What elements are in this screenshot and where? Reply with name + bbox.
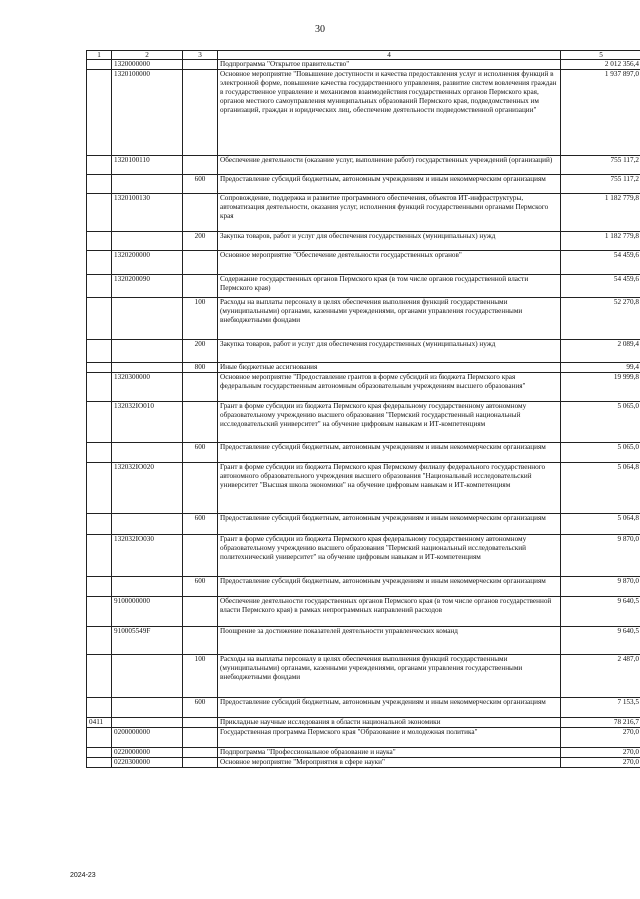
row-amount: 54 459,6 (561, 275, 640, 298)
row-amount: 270,0 (561, 748, 640, 758)
row-amount: 9 640,5 (561, 627, 640, 655)
row-target-code (112, 175, 183, 194)
row-amount: 2 487,0 (561, 655, 640, 698)
header-col-5: 5 (561, 51, 640, 60)
row-target-code (112, 443, 183, 463)
row-amount: 755 117,2 (561, 156, 640, 175)
row-section-code (87, 655, 112, 698)
row-name: Прикладные научные исследования в области национальной экономики (218, 718, 561, 728)
row-target-code: 0220300000 (112, 758, 183, 768)
row-target-code (112, 514, 183, 535)
table-row (87, 363, 640, 373)
row-target-code: 1320200000 (112, 251, 183, 275)
row-name: Подпрограмма "Профессиональное образование и наука" (218, 748, 561, 758)
table-row (87, 535, 640, 577)
row-amount: 78 216,7 (561, 718, 640, 728)
row-name: Грант в форме субсидии из бюджета Пермского края федеральному государственному автономному образовательному учреждению высшего образования "Пермский национальный исследовательский политехнический университет" на обучение цифровым навыкам и ИТ-компетенциям (218, 535, 561, 577)
row-section-code (87, 748, 112, 758)
table-row (87, 698, 640, 718)
row-section-code (87, 514, 112, 535)
row-amount: 9 870,0 (561, 577, 640, 597)
row-expense-type: 600 (183, 577, 218, 597)
row-expense-type (183, 718, 218, 728)
footer-code: 2024-23 (70, 872, 96, 879)
row-target-code: 132032IO030 (112, 535, 183, 577)
row-target-code: 1320100130 (112, 194, 183, 232)
row-name: Основное мероприятие "Обеспечение деятельности государственных органов" (218, 251, 561, 275)
row-name: Сопровождение, поддержка и развитие программного обеспечения, объектов ИТ-инфраструктуры, автоматизация деятельности, оказания услуг, исполнения функций государственными органами Пермского края (218, 194, 561, 232)
table-row (87, 340, 640, 363)
row-name: Грант в форме субсидии из бюджета Пермского края федеральному государственному автономному образовательному учреждению высшего образования "Пермский государственный национальный исследовательский университет" на обучение цифровым навыкам и ИТ-компетенциям (218, 402, 561, 443)
table-row (87, 728, 640, 748)
row-section-code (87, 298, 112, 340)
row-amount: 5 065,0 (561, 402, 640, 443)
row-name: Основное мероприятие "Повышение доступности и качества предоставления услуг и исполнения функций в электронной форме, повышение качества государственного управления, развитие систем вовлечения граждан в государственное управление и механизмов взаимодействия государственных органов Пермского края, органов местного самоуправления муниципальных образований Пермского края, подведомственных им организаций, граждан и юридических лиц, обеспечение деятельности подведомственной организации" (218, 70, 561, 156)
row-expense-type: 100 (183, 298, 218, 340)
row-target-code (112, 577, 183, 597)
row-section-code (87, 232, 112, 251)
row-expense-type (183, 402, 218, 443)
row-expense-type (183, 60, 218, 70)
row-name: Поощрение за достижение показателей деятельности управленческих команд (218, 627, 561, 655)
row-target-code (112, 718, 183, 728)
row-name: Расходы на выплаты персоналу в целях обеспечения выполнения функций государственными (муниципальными) органами, казенными учреждениями, органами управления государственными внебюджетными фондами (218, 655, 561, 698)
row-section-code (87, 194, 112, 232)
row-amount: 270,0 (561, 728, 640, 748)
row-expense-type: 600 (183, 698, 218, 718)
header-col-3: 3 (183, 51, 218, 60)
row-section-code (87, 251, 112, 275)
table-row (87, 251, 640, 275)
row-name: Грант в форме субсидии из бюджета Пермского края Пермскому филиалу федерального государственного автономного образовательного учреждения высшего образования "Национальный исследовательский университет "Высшая школа экономики" на обучение цифровым навыкам и ИТ-компетенциям (218, 463, 561, 514)
row-target-code: 0200000000 (112, 728, 183, 748)
row-name: Предоставление субсидий бюджетным, автономным учреждениям и иным некоммерческим организациям (218, 514, 561, 535)
header-col-2: 2 (112, 51, 183, 60)
row-expense-type (183, 535, 218, 577)
row-target-code: 1320100000 (112, 70, 183, 156)
header-col-4: 4 (218, 51, 561, 60)
row-target-code (112, 363, 183, 373)
row-section-code (87, 535, 112, 577)
table-row (87, 748, 640, 758)
row-target-code (112, 340, 183, 363)
table-header (87, 51, 640, 60)
row-amount: 5 064,8 (561, 463, 640, 514)
row-name: Иные бюджетные ассигнования (218, 363, 561, 373)
table-row (87, 156, 640, 175)
row-section-code: 0411 (87, 718, 112, 728)
row-section-code (87, 758, 112, 768)
table-row (87, 298, 640, 340)
table-row (87, 597, 640, 627)
row-amount: 1 937 897,0 (561, 70, 640, 156)
row-target-code: 9100000000 (112, 597, 183, 627)
row-section-code (87, 402, 112, 443)
header-row (87, 51, 640, 60)
row-section-code (87, 340, 112, 363)
table-row (87, 514, 640, 535)
row-amount: 54 459,6 (561, 251, 640, 275)
table-row (87, 70, 640, 156)
row-name: Основное мероприятие "Мероприятия в сфере науки" (218, 758, 561, 768)
row-target-code (112, 655, 183, 698)
row-expense-type: 600 (183, 175, 218, 194)
row-section-code (87, 463, 112, 514)
table-row (87, 175, 640, 194)
row-name: Предоставление субсидий бюджетным, автономным учреждениям и иным некоммерческим организациям (218, 443, 561, 463)
row-expense-type (183, 275, 218, 298)
table-row (87, 373, 640, 402)
row-target-code: 132032IO010 (112, 402, 183, 443)
row-name: Основное мероприятие "Предоставление грантов в форме субсидий из бюджета Пермского края федеральным государственным автономным образовательным учреждениям высшего образования" (218, 373, 561, 402)
row-target-code (112, 298, 183, 340)
row-target-code: 1320000000 (112, 60, 183, 70)
row-amount: 9 640,5 (561, 597, 640, 627)
row-section-code (87, 70, 112, 156)
row-amount: 7 153,5 (561, 698, 640, 718)
row-amount: 9 870,0 (561, 535, 640, 577)
row-name: Государственная программа Пермского края "Образование и молодежная политика" (218, 728, 561, 748)
table-row (87, 60, 640, 70)
row-name: Подпрограмма "Открытое правительство" (218, 60, 561, 70)
row-amount: 1 182 779,8 (561, 232, 640, 251)
row-section-code (87, 698, 112, 718)
table-row (87, 627, 640, 655)
budget-table (86, 50, 640, 768)
row-expense-type (183, 463, 218, 514)
row-expense-type: 200 (183, 232, 218, 251)
row-expense-type (183, 251, 218, 275)
row-amount: 755 117,2 (561, 175, 640, 194)
row-expense-type (183, 627, 218, 655)
row-section-code (87, 728, 112, 748)
table-row (87, 232, 640, 251)
row-target-code (112, 698, 183, 718)
row-section-code (87, 373, 112, 402)
row-expense-type (183, 70, 218, 156)
table-row (87, 463, 640, 514)
row-target-code: 0220000000 (112, 748, 183, 758)
row-expense-type (183, 597, 218, 627)
row-amount: 2 012 356,4 (561, 60, 640, 70)
row-section-code (87, 597, 112, 627)
table-row (87, 194, 640, 232)
row-target-code: 1320200090 (112, 275, 183, 298)
row-section-code (87, 175, 112, 194)
row-name: Предоставление субсидий бюджетным, автономным учреждениям и иным некоммерческим организациям (218, 577, 561, 597)
row-section-code (87, 443, 112, 463)
row-section-code (87, 60, 112, 70)
row-expense-type: 600 (183, 514, 218, 535)
row-target-code: 132032IO020 (112, 463, 183, 514)
row-expense-type (183, 728, 218, 748)
row-section-code (87, 627, 112, 655)
row-section-code (87, 156, 112, 175)
row-name: Предоставление субсидий бюджетным, автономным учреждениям и иным некоммерческим организациям (218, 698, 561, 718)
table-row (87, 402, 640, 443)
row-name: Содержание государственных органов Пермского края (в том числе органов государственной власти Пермского края) (218, 275, 561, 298)
row-amount: 1 182 779,8 (561, 194, 640, 232)
row-expense-type: 100 (183, 655, 218, 698)
row-expense-type (183, 748, 218, 758)
row-name: Предоставление субсидий бюджетным, автономным учреждениям и иным некоммерческим организациям (218, 175, 561, 194)
row-target-code: 1320300000 (112, 373, 183, 402)
row-expense-type: 800 (183, 363, 218, 373)
table-row (87, 718, 640, 728)
table-row (87, 577, 640, 597)
row-section-code (87, 363, 112, 373)
row-expense-type (183, 758, 218, 768)
row-amount: 5 065,0 (561, 443, 640, 463)
row-amount: 2 089,4 (561, 340, 640, 363)
row-expense-type (183, 194, 218, 232)
row-amount: 99,4 (561, 363, 640, 373)
row-name: Закупка товаров, работ и услуг для обеспечения государственных (муниципальных) нужд (218, 232, 561, 251)
table-row (87, 655, 640, 698)
row-amount: 5 064,8 (561, 514, 640, 535)
row-amount: 52 270,8 (561, 298, 640, 340)
row-target-code: 910005549F (112, 627, 183, 655)
header-col-1: 1 (87, 51, 112, 60)
table-body (87, 60, 640, 768)
row-section-code (87, 275, 112, 298)
table-row (87, 275, 640, 298)
row-name: Обеспечение деятельности государственных органов Пермского края (в том числе органов государственной власти Пермского края) в рамках непрограммных направлений расходов (218, 597, 561, 627)
row-name: Обеспечение деятельности (оказание услуг, выполнение работ) государственных учреждений (организаций) (218, 156, 561, 175)
row-target-code: 1320100110 (112, 156, 183, 175)
row-name: Расходы на выплаты персоналу в целях обеспечения выполнения функций государственными (муниципальными) органами, казенными учреждениями, органами управления государственными внебюджетными фондами (218, 298, 561, 340)
row-expense-type (183, 373, 218, 402)
row-expense-type: 200 (183, 340, 218, 363)
row-section-code (87, 577, 112, 597)
row-name: Закупка товаров, работ и услуг для обеспечения государственных (муниципальных) нужд (218, 340, 561, 363)
table-row (87, 443, 640, 463)
row-amount: 19 999,8 (561, 373, 640, 402)
row-target-code (112, 232, 183, 251)
row-amount: 270,0 (561, 758, 640, 768)
page-number: 30 (315, 24, 325, 35)
row-expense-type: 600 (183, 443, 218, 463)
table-row (87, 758, 640, 768)
row-expense-type (183, 156, 218, 175)
